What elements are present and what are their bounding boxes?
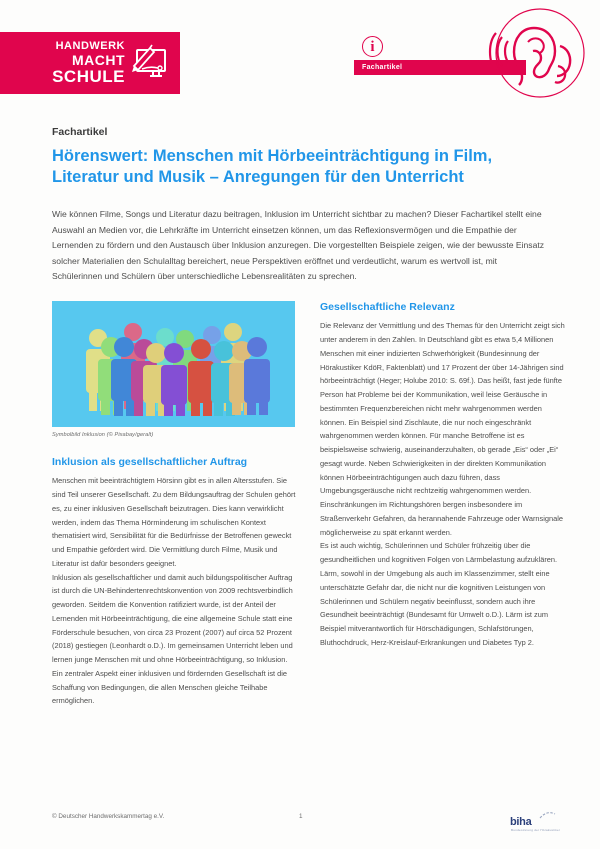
biha-subtitle: Bundesinnung der Hörakustiker (511, 828, 561, 832)
biha-wordmark: biha (510, 816, 532, 828)
info-circle-icon: i (362, 36, 383, 57)
page-footer (0, 801, 600, 849)
section-heading-relevanz: Gesellschaftliche Relevanz (320, 301, 455, 314)
footer-copyright: © Deutscher Handwerkskammertag e.V. (52, 813, 165, 820)
figure-caption: Symbolbild Inklusion (© Pixabay/geralt) (52, 432, 154, 439)
paragraph: Es ist auch wichtig, Schülerinnen und Schüler frühzeitig über die gesundheitlichen und kognitiven Folgen von Lärmbelastung aufzuklären. (320, 541, 558, 565)
footer-page-number: 1 (299, 813, 303, 820)
paragraph: Ein zentraler Aspekt einer inklusiven und fördernden Gesellschaft ist die Schaffung von Bedingungen, die allen Menschen gleiche Teilhabe ermöglichen. (52, 668, 287, 706)
left-column-text (52, 474, 298, 708)
document-kicker: Fachartikel (52, 126, 108, 138)
handwerk-macht-schule-logo (0, 32, 180, 94)
paragraph: Die Relevanz der Vermittlung und des Themas für den Unterricht zeigt sich unter anderem in den Zahlen. In Deutschland gibt es etwa 5,4 Millionen Menschen mit einer indizierten Schwerhörigkeit (Bundesinnung der Hörakustiker KdöR, Faktenblatt) und 17 Prozent der über 14-Jährigen sind hörbeeinträchtigt (Heger; Holube 2010: S. 69f.). Das heißt, fast jede fünfte Person hat Probleme bei der Kommunikation, weil leise Geräusche in bestimmten Frequenzbereichen nicht mehr wahrgenommen werden können. Ein Beispiel sind Zischlaute, die nur noch eingeschränkt wahrgenommen werden können. Für manche Betroffene ist es beispielsweise schwierig, auseinanderzuhalten, ob gerade „Eis“ oder „Ei“ gesagt wurde. Neben Schwierigkeiten in der direkten Kommunikation können Hörbeeinträchtigungen auch dazu führen, dass Umgebungsgeräusche nicht rechtzeitig wahrgenommen werden. Einschränkungen im Richtungshören bergen insbesondere im Straßenverkehr Gefahren, da herannahende Fahrzeuge oder Warnsignale möglicherweise zu spät erkannt werden. (320, 321, 565, 537)
logo-line-3: SCHULE (52, 67, 125, 86)
logo-line-2: MACHT (71, 52, 125, 68)
title-block (0, 112, 600, 189)
page-header (0, 0, 600, 112)
biha-logo (510, 809, 562, 837)
logo-line-1: HANDWERK (55, 40, 125, 52)
paragraph: Menschen mit beeinträchtigtem Hörsinn gibt es in allen Altersstufen. Sie sind Teil unserer Gesellschaft. Zu dem Bildungsauftrag der Schulen gehört es, zu einer inklusiven Gesellschaft beizutragen. Dies kann verwirklicht werden, indem das Thema Hörminderung im schulischen Kontext thematisiert wird, Sensibilität für die Bedürfnisse der Betroffenen geweckt und Empathie gefördert wird. Die Vermittlung durch Filme, Musik und Literatur ist dafür besonders geeignet. (52, 476, 296, 568)
lead-paragraph: Wie können Filme, Songs und Literatur dazu beitragen, Inklusion im Unterricht sichtbar zu machen? Dieser Fachartikel stellt eine Auswahl an Medien vor, die Lehrkräfte im Unterricht einsetzen können, um das Reflexionsvermögen und die Empathie der Lernenden zu fördern und den Austausch über Inklusion anzuregen. Die vorgestellten Beispiele zeigen, wie der bewusste Einsatz solcher Materialien den Schulalltag bereichert, neue Perspektiven eröffnet und verdeutlicht, warum es wertvoll ist, mit Schülerinnen und Schülern über unterschiedliche Lebensrealitäten zu sprechen. (52, 208, 545, 282)
paragraph: Inklusion als gesellschaftlicher und damit auch bildungspolitischer Auftrag ist durch die UN-Behindertenrechtskonvention von 2009 rechtsverbindlich geworden. Seitdem die Konvention ratifiziert wurde, ist der Anteil der Lernenden mit Hörbeeinträchtigung, die eine allgemeine Schule statt eine Förderschule besuchen, von circa 23 Prozent (2007) auf circa 52 Prozent (2018) gestiegen (Leonhardt o.D.). Im gemeinsamen Unterricht leben und lernen junge Menschen mit und ohne Hörbeeinträchtigung, so Inklusion. (52, 572, 293, 665)
section-heading-inklusion: Inklusion als gesellschaftlicher Auftrag (52, 456, 248, 469)
paragraph: Lärm, sowohl in der Umgebung als auch im Klassenzimmer, stellt eine unterschätzte Gefahr dar, die nicht nur die kognitiven Leistungen von Schülerinnen und Schülern negativ beeinflusst, sondern auch ihre Gesundheit beeinträchtigt (Bundesamt für Umwelt o.D.). Lärm ist zum Beispiel mitverantwortlich für Hörschädigungen, Schlafstörungen, Bluthochdruck, Herz-Kreislauf-Erkrankungen und Diabetes Typ 2. (320, 568, 550, 647)
right-column (320, 301, 566, 708)
fachartikel-badge-group (330, 8, 600, 108)
two-column-body (0, 285, 600, 708)
monitor-with-pencil-and-tools-icon (130, 44, 170, 82)
right-column-text (320, 319, 566, 649)
ear-with-hearing-aid-and-soundwaves-icon (478, 8, 596, 106)
status-badge: Fachartikel (354, 60, 526, 75)
left-column (52, 301, 298, 708)
page-title: Hörenswert: Menschen mit Hörbeeinträchtigung in Film, Literatur und Musik – Anregungen für den Unterricht (52, 147, 493, 187)
symbolbild-inklusion-image (52, 301, 295, 427)
logo-wordmark (52, 41, 125, 85)
